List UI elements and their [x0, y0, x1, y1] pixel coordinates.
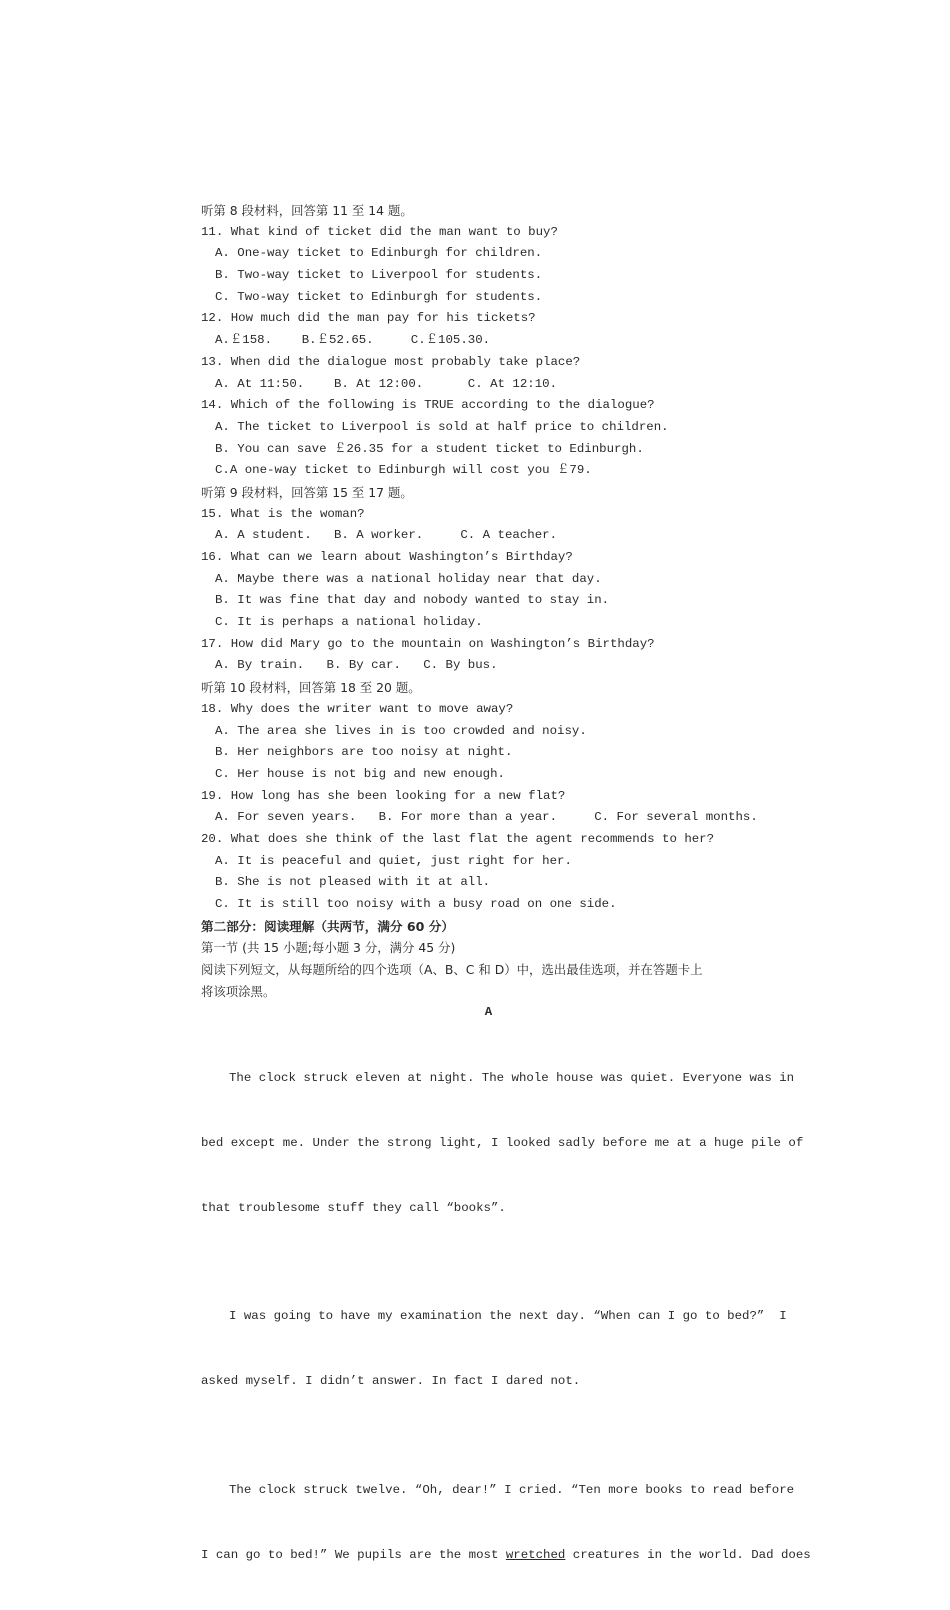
q18-option-b: B. Her neighbors are too noisy at night.	[215, 745, 513, 760]
q11-option-a: A. One-way ticket to Edinburgh for children.	[215, 246, 543, 261]
question-19: 19. How long has she been looking for a new flat?	[201, 788, 566, 803]
question-12: 12. How much did the man pay for his tickets?	[201, 311, 536, 326]
q15-options: A. A student. B. A worker. C. A teacher.	[215, 528, 558, 543]
q18-option-a: A. The area she lives in is too crowded and noisy.	[215, 723, 587, 738]
section-9-intro: 听第 9 段材料，回答第 15 至 17 题。	[201, 484, 413, 500]
passage-line: that troublesome stuff they call “books”.	[201, 1200, 506, 1215]
q16-option-a: A. Maybe there was a national holiday near that day.	[215, 571, 602, 586]
passage-line: The clock struck twelve. “Oh, dear!” I cried. “Ten more books to read before	[229, 1482, 795, 1497]
question-11: 11. What kind of ticket did the man want to buy?	[201, 224, 558, 239]
question-20: 20. What does she think of the last flat the agent recommends to her?	[201, 831, 715, 846]
q17-options: A. By train. B. By car. C. By bus.	[215, 658, 498, 673]
q13-options: A. At 11:50. B. At 12:00. C. At 12:10.	[215, 376, 558, 391]
q20-option-c: C. It is still too noisy with a busy road on one side.	[215, 897, 617, 911]
q20-option-b: B. She is not pleased with it at all.	[215, 875, 491, 890]
passage-paragraph-3	[201, 1436, 811, 1610]
question-16: 16. What can we learn about Washington’s Birthday?	[201, 550, 573, 564]
underlined-word: wretched	[505, 1547, 566, 1562]
exam-content	[201, 200, 811, 1610]
q11-option-b: B. Two-way ticket to Liverpool for students.	[215, 268, 543, 283]
q11-option-c: C. Two-way ticket to Edinburgh for students.	[215, 289, 543, 304]
passage-line: bed except me. Under the strong light, I looked sadly before me at a huge pile of	[201, 1135, 804, 1150]
part-2-instruction-line-1: 阅读下列短文，从每题所给的四个选项（A、B、C 和 D）中，选出最佳选项，并在答题卡上	[201, 962, 703, 978]
part-2-subheading: 第一节 (共 15 小题;每小题 3 分，满分 45 分)	[201, 940, 456, 956]
passage-line: The clock struck eleven at night. The whole house was quiet. Everyone was in	[229, 1070, 795, 1085]
q16-option-b: B. It was fine that day and nobody wanted to stay in.	[215, 593, 610, 608]
question-17: 17. How did Mary go to the mountain on Washington’s Birthday?	[201, 636, 655, 651]
question-13: 13. When did the dialogue most probably take place?	[201, 354, 581, 369]
part-2-heading: 第二部分：阅读理解（共两节，满分 60 分）	[201, 918, 454, 934]
section-8-intro: 听第 8 段材料，回答第 11 至 14 题。	[201, 203, 413, 218]
passage-paragraph-2	[201, 1263, 787, 1437]
q14-option-c: C.A one-way ticket to Edinburgh will cost you ￡79.	[215, 463, 592, 478]
q16-option-c: C. It is perhaps a national holiday.	[215, 615, 483, 630]
passage-title: A	[484, 1005, 493, 1020]
q20-option-a: A. It is peaceful and quiet, just right for her.	[215, 853, 572, 868]
part-2-instruction-line-2: 将该项涂黑。	[201, 983, 276, 999]
question-14: 14. Which of the following is TRUE according to the dialogue?	[201, 398, 655, 413]
q14-option-a: A. The ticket to Liverpool is sold at half price to children.	[215, 419, 669, 434]
q12-options: A.￡158. B.￡52.65. C.￡105.30.	[215, 333, 491, 348]
passage-line: I was going to have my examination the next day. “When can I go to bed?” I	[229, 1309, 787, 1324]
q14-option-b: B. You can save ￡26.35 for a student ticket to Edinburgh.	[215, 441, 644, 456]
question-18: 18. Why does the writer want to move away?	[201, 701, 514, 716]
q19-options: A. For seven years. B. For more than a year. C. For several months.	[215, 810, 758, 825]
passage-line: asked myself. I didn’t answer. In fact I dared not.	[201, 1374, 581, 1389]
question-15: 15. What is the woman?	[201, 506, 365, 521]
passage-text: creatures in the world. Dad does	[565, 1547, 811, 1562]
passage-text: I can go to bed!” We pupils are the most	[201, 1547, 506, 1562]
passage-paragraph-1	[201, 1024, 804, 1263]
section-10-intro: 听第 10 段材料，回答第 18 至 20 题。	[201, 680, 421, 696]
q18-option-c: C. Her house is not big and new enough.	[215, 766, 505, 781]
passage-line	[201, 1545, 811, 1567]
